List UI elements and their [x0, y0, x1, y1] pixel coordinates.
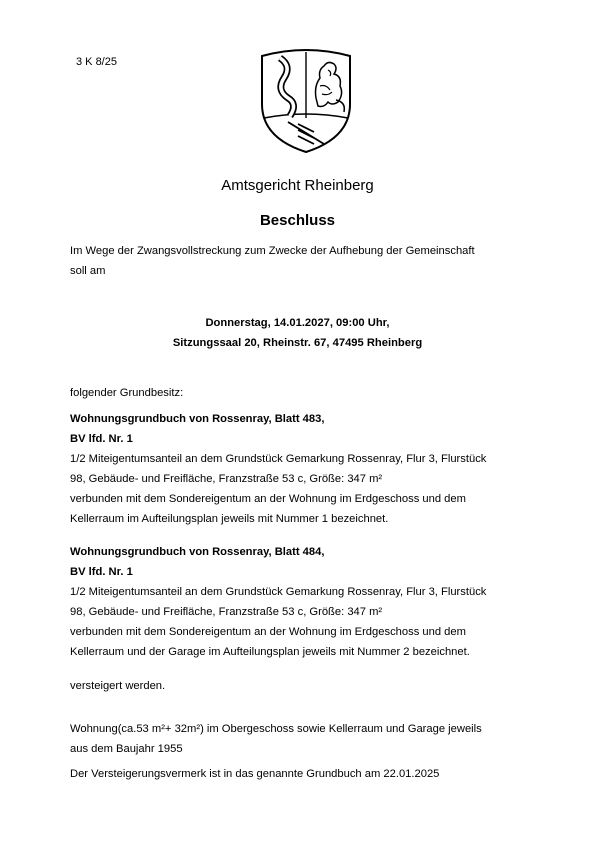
coat-of-arms-icon: [258, 46, 354, 154]
description-line: Wohnung(ca.53 m²+ 32m²) im Obergeschoss sowie Kellerraum und Garage jeweils: [70, 723, 482, 735]
description-line: aus dem Baujahr 1955: [70, 743, 183, 755]
entry-subheading: BV lfd. Nr. 1: [70, 433, 133, 445]
entry-line: verbunden mit dem Sondereigentum an der Wohnung im Erdgeschoss und dem: [70, 493, 466, 505]
property-description: [70, 719, 540, 759]
court-name: Amtsgericht Rheinberg: [221, 177, 374, 194]
auction-line: versteigert werden.: [70, 680, 166, 692]
entry-heading: Wohnungsgrundbuch von Rossenray, Blatt 484,: [70, 546, 325, 558]
document-title: Beschluss: [259, 212, 336, 229]
property-entry-2: [70, 542, 540, 662]
intro-paragraph: [70, 241, 540, 281]
entry-line: 98, Gebäude- und Freifläche, Franzstraße 53 c, Größe: 347 m²: [70, 473, 383, 485]
entry-line: verbunden mit dem Sondereigentum an der Wohnung im Erdgeschoss und dem: [70, 626, 466, 638]
entry-line: Kellerraum und der Garage im Aufteilungsplan jeweils mit Nummer 2 bezeichnet.: [70, 646, 470, 658]
date-line: Donnerstag, 14.01.2027, 09:00 Uhr,: [205, 317, 390, 329]
entry-line: 1/2 Miteigentumsanteil an dem Grundstück Gemarkung Rossenray, Flur 3, Flurstück: [70, 453, 487, 465]
case-number: 3 K 8/25: [76, 56, 117, 68]
entry-subheading: BV lfd. Nr. 1: [70, 566, 133, 578]
intro-line: Im Wege der Zwangsvollstreckung zum Zwecke der Aufhebung der Gemeinschaft: [70, 245, 475, 257]
entry-heading: Wohnungsgrundbuch von Rossenray, Blatt 483,: [70, 413, 325, 425]
property-intro: folgender Grundbesitz:: [70, 387, 184, 399]
location-line: Sitzungssaal 20, Rheinstr. 67, 47495 Rheinberg: [172, 337, 423, 349]
entry-line: 98, Gebäude- und Freifläche, Franzstraße 53 c, Größe: 347 m²: [70, 606, 383, 618]
registration-note: Der Versteigerungsvermerk ist in das genannte Grundbuch am 22.01.2025: [70, 768, 440, 780]
intro-line: soll am: [70, 265, 106, 277]
entry-line: 1/2 Miteigentumsanteil an dem Grundstück Gemarkung Rossenray, Flur 3, Flurstück: [70, 586, 487, 598]
property-entry-1: [70, 409, 540, 529]
entry-line: Kellerraum im Aufteilungsplan jeweils mit Nummer 1 bezeichnet.: [70, 513, 389, 525]
